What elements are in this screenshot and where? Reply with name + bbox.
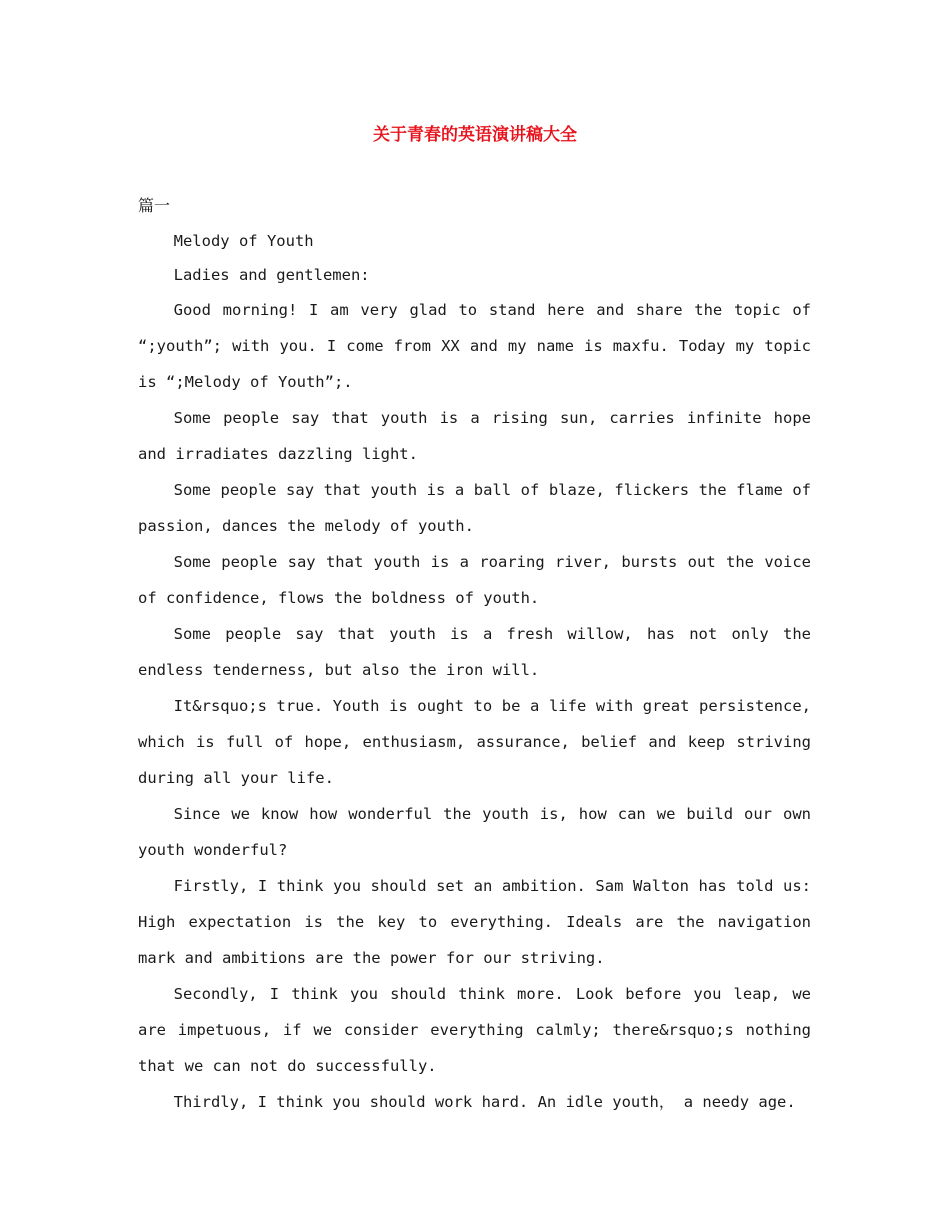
- section-label: 篇一: [138, 196, 171, 215]
- salutation: Ladies and gentlemen:: [173, 266, 370, 284]
- paragraph: Some people say that youth is a rising sun, carries infinite hope and irradiates dazzling light.: [138, 409, 811, 463]
- paragraph: Firstly, I think you should set an ambition. Sam Walton has told us: High expectation is the key to everything. Ideals are the navigation mark and ambitions are the power for our striving.: [138, 877, 811, 967]
- document-title: 关于青春的英语演讲稿大全: [373, 125, 577, 145]
- paragraph: Some people say that youth is a roaring river, bursts out the voice of confidence, flows the boldness of youth.: [138, 553, 811, 607]
- document-body: [138, 224, 811, 1120]
- paragraph: Since we know how wonderful the youth is, how can we build our own youth wonderful?: [138, 805, 811, 859]
- paragraph: Some people say that youth is a ball of blaze, flickers the flame of passion, dances the melody of youth.: [138, 481, 811, 535]
- paragraph: Thirdly, I think you should work hard. An idle youth， a needy age.: [173, 1093, 796, 1111]
- paragraph: It&rsquo;s true. Youth is ought to be a life with great persistence, which is full of hope, enthusiasm, assurance, belief and keep striving during all your life.: [138, 697, 811, 787]
- paragraph: Secondly, I think you should think more. Look before you leap, we are impetuous, if we consider everything calmly; there&rsquo;s nothing that we can not do successfully.: [138, 985, 811, 1075]
- paragraph: Good morning! I am very glad to stand here and share the topic of “;youth”; with you. I come from XX and my name is maxfu. Today my topic is “;Melody of Youth”;.: [138, 301, 811, 391]
- speech-title: Melody of Youth: [173, 232, 314, 250]
- paragraph: Some people say that youth is a fresh willow, has not only the endless tenderness, but also the iron will.: [138, 625, 811, 679]
